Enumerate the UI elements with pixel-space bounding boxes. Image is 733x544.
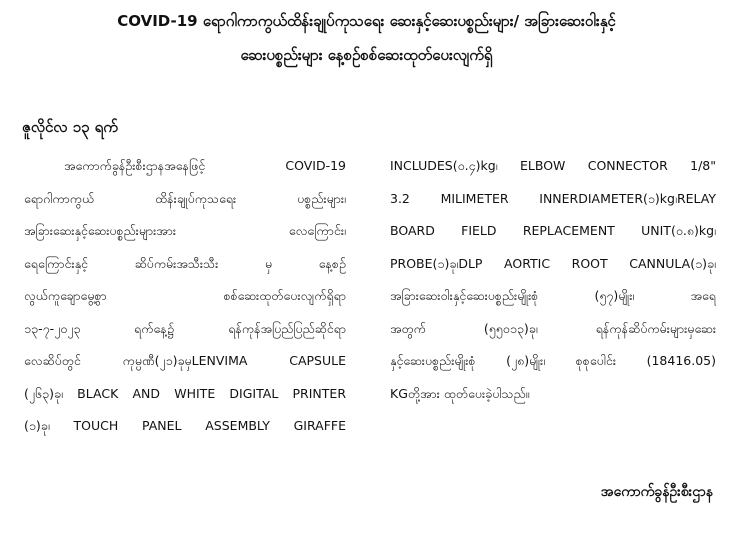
body-line: ရောဂါကာကွယ် ထိန်းချုပ်ကုသရေး ပစ္စည်းများ၊ (24, 190, 346, 206)
body-line: 3.2 MILIMETER INNERDIAMETER(၁)kg၊RELAY (390, 190, 716, 206)
signature: အကောက်ခွန်ဦးစီးဌာန (600, 484, 713, 500)
body-line: အကောက်ခွန်ဦးစီးဌာနအနေဖြင့် COVID-19 (64, 158, 346, 173)
body-line: လွယ်ကူချောမွေ့စွာ စစ်ဆေးထုတ်ပေးလျက်ရှိရာ (24, 288, 346, 303)
body-line: အခြားဆေးဝါးနှင့်ဆေးပစ္စည်းမျိုးစုံ (၅၇)မျိုး၊ အရေ (390, 288, 716, 303)
body-column-right (390, 150, 716, 410)
body-line: ၁၃-၇-၂၀၂၃ ရက်နေ့၌ ရန်ကုန်အပြည်ပြည်ဆိုင်ရာ (24, 320, 346, 336)
body-column-left (24, 150, 346, 443)
title-line-2: ဆေးပစ္စည်းများ နေ့စဉ်စစ်ဆေးထုတ်ပေးလျက်ရှိ (240, 46, 493, 64)
date-heading: ဇူလိုင်လ ၁၃ ရက် (22, 118, 118, 136)
body-line: ရေကြောင်းနှင့် ဆိပ်ကမ်းအသီးသီး မှ နေ့စဉ် (24, 255, 346, 271)
body-line: (၁)ခု၊ TOUCH PANEL ASSEMBLY GIRAFFE (24, 418, 346, 433)
body-line: INCLUDES(၀.၄)kg၊ ELBOW CONNECTOR 1/8" (390, 158, 716, 173)
body-line: BOARD FIELD REPLACEMENT UNIT(၀.၈)kg၊ (390, 223, 716, 238)
body-line: အတွက် (၅၅၀၁၃)ခု၊ ရန်ကုန်ဆိပ်ကမ်းများမှဆေး (390, 320, 716, 336)
body-line: အခြားဆေးနှင့်ဆေးပစ္စည်းများအား လေကြောင်း၊ (24, 223, 346, 238)
body-line: PROBE(၁)ခု၊DLP AORTIC ROOT CANNULA(၁)ခု၊ (390, 255, 716, 271)
title-line-1: COVID-19 ရောဂါကာကွယ်ထိန်းချုပ်ကုသရေး ဆေးနှင့်ဆေးပစ္စည်းများ/ အခြားဆေးဝါးနှင့် (117, 12, 616, 30)
body-line: လေဆိပ်တွင် ကုမ္ပဏီ(၂၁)ခုမှLENVIMA CAPSULE (24, 353, 346, 368)
body-line: (၂၆၃)ခု၊ BLACK AND WHITE DIGITAL PRINTER (24, 385, 346, 401)
body-line: KGတို့အား ထုတ်ပေးခဲ့ပါသည်။ (390, 385, 530, 401)
body-line: နှင့်ဆေးပစ္စည်းမျိုးစုံ (၂၈)မျိုး၊ စုစုပေါင်း (18416.05) (390, 353, 716, 368)
